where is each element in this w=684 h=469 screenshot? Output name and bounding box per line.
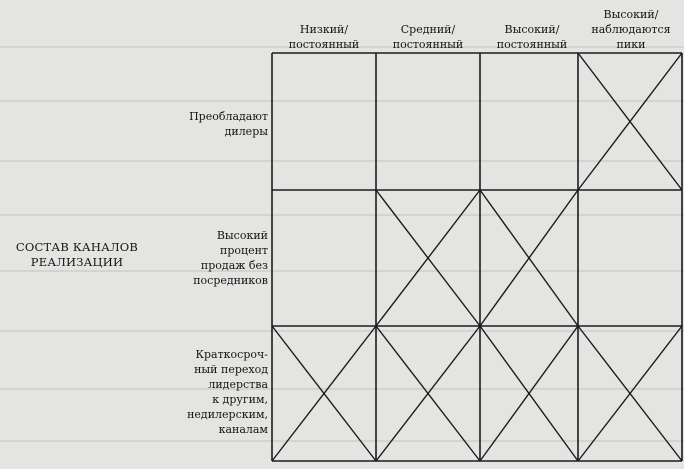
row-header-dealers: Преобладают дилеры (189, 110, 268, 138)
column-header-high-peaks: Высокий/ наблюдаются пики (591, 8, 671, 51)
column-header-low-constant: Низкий/ постоянный (288, 23, 360, 51)
row-header-direct-sales: Высокий процент продаж без посредников (193, 229, 268, 287)
axis-label-sales-channels: СОСТАВ КАНАЛОВ РЕАЛИЗАЦИИ (15, 240, 139, 269)
row-header-channel-shift: Краткосроч- ный переход лидерства к другим, недилерским, каналам (187, 348, 268, 436)
column-header-medium-constant: Средний/ постоянный (392, 23, 464, 51)
column-header-high-constant: Высокий/ постоянный (496, 23, 568, 51)
